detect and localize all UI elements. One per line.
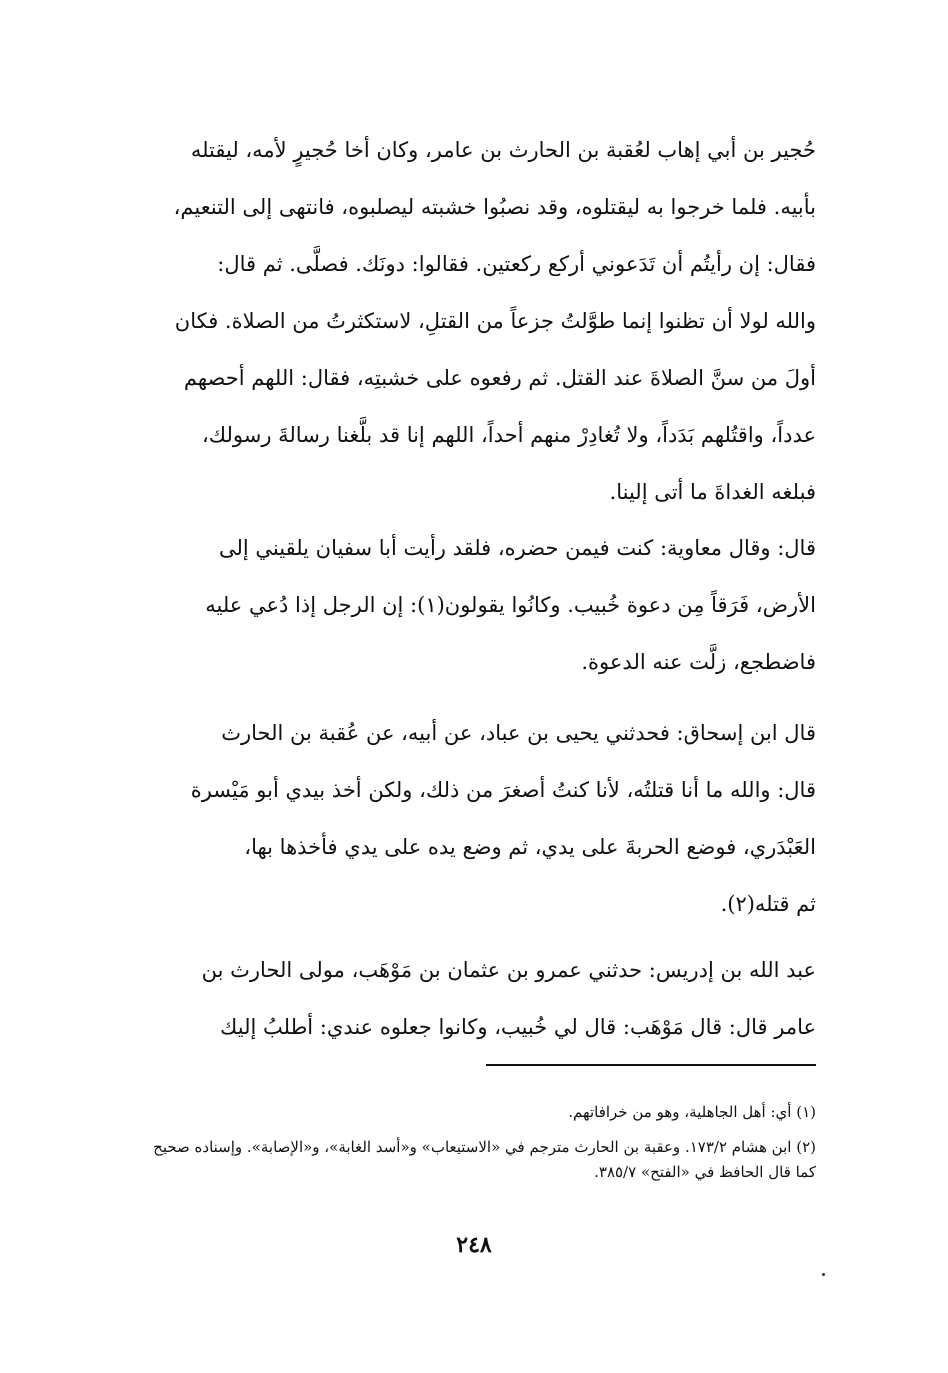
text-line: قال: والله ما أنا قتلتُه، لأنا كنتُ أصغرَ من ذلك، ولكن أخذ بيدي أبو مَيْسرة (190, 778, 816, 802)
text-line: فقال: إن رأيتُم أن تَدَعوني أركع ركعتين. فقالوا: دونَك. فصلَّى. ثم قال: (217, 252, 816, 276)
page-number: ٢٤٨ (456, 1232, 492, 1258)
footnote-2: (٢) ابن هشام ١٧٣/٢. وعقبة بن الحارث مترجم في «الاستيعاب» و«أسد الغابة»، و«الإصابة». وإسناده صحيح كما قال الحافظ في «الفتح» ٣٨٥/٧. (153, 1138, 816, 1181)
paragraph-3 (136, 705, 816, 933)
text-line: عبد الله بن إدريس: حدثني عمرو بن عثمان بن مَوْهَب، مولى الحارث بن (201, 958, 816, 982)
footnotes (136, 1100, 816, 1195)
scan-speck (822, 1273, 825, 1276)
text-line: والله لولا أن تظنوا إنما طوَّلتُ جزعاً من القتلِ، لاستكثرتُ من الصلاة. فكان (174, 309, 816, 333)
text-line: ثم قتله(٢). (720, 892, 816, 916)
text-line: عدداً، واقتُلهم بَدَداً، ولا تُغادِرْ منهم أحداً، اللهم إنا قد بلَّغنا رسالةَ رسولك، (202, 423, 816, 447)
paragraph-4 (136, 942, 816, 1056)
footnote-separator (486, 1064, 816, 1066)
text-line: العَبْدَري، فوضع الحربةَ على يدي، ثم وضع يده على يدي فأخذها بها، (244, 835, 816, 859)
text-line: حُجير بن أبي إهاب لعُقبة بن الحارث بن عامر، وكان أخا حُجيرٍ لأمه، ليقتله (190, 138, 816, 162)
text-line: عامر قال: قال مَوْهَب: قال لي خُبيب، وكانوا جعلوه عندي: أطلبُ إليك (220, 1015, 816, 1039)
text-line: قال ابن إسحاق: فحدثني يحيى بن عباد، عن أبيه، عن عُقبة بن الحارث (221, 721, 816, 745)
text-line: فاضطجع، زلَّت عنه الدعوة. (581, 650, 816, 674)
text-line: الأرض، فَرَقاً مِن دعوة خُبيب. وكانُوا يقولون(١): إن الرجل إذا دُعي عليه (205, 593, 816, 617)
text-line: بأبيه. فلما خرجوا به ليقتلوه، وقد نصبُوا خشبته ليصلبوه، فانتهى إلى التنعيم، (173, 195, 816, 219)
text-line: قال: وقال معاوية: كنت فيمن حضره، فلقد رأيت أبا سفيان يلقيني إلى (218, 536, 816, 560)
paragraph-2 (136, 520, 816, 691)
text-line: أولَ من سنَّ الصلاةَ عند القتل. ثم رفعوه على خشبتِه، فقال: اللهم أحصهم (183, 366, 816, 390)
text-line: فبلغه الغداةَ ما أتى إلينا. (609, 480, 816, 504)
footnote-1: (١) أي: أهل الجاهلية، وهو من خرافاتهم. (568, 1103, 816, 1121)
paragraph-1 (136, 122, 816, 521)
